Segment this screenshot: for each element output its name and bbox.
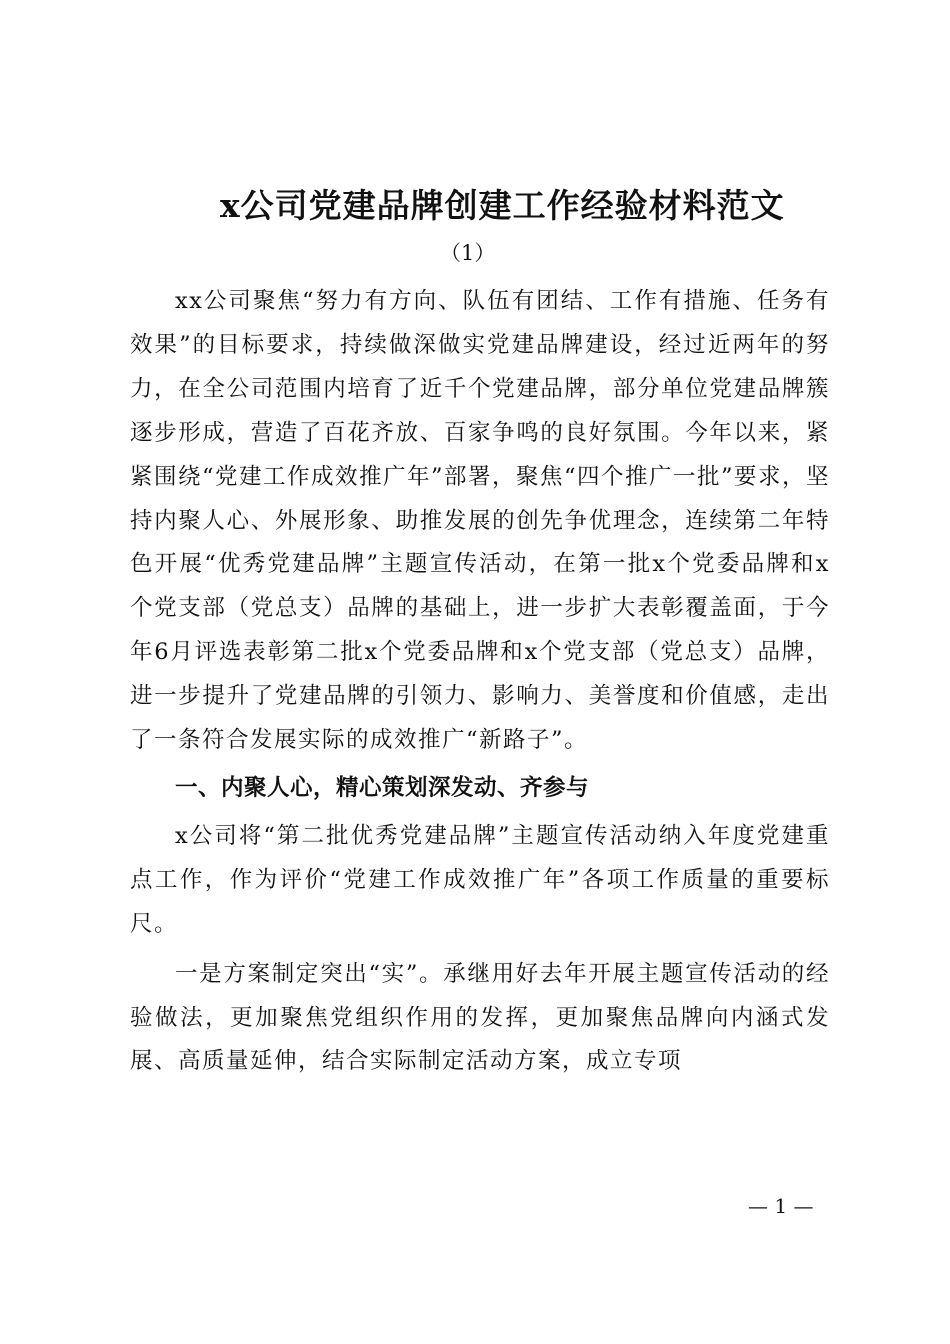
paragraph-plan: 一是方案制定突出“实”。承继用好去年开展主题宣传活动的经验做法，更加聚焦党组织作用的发挥，更加聚焦品牌向内涵式发展、高质量延伸，结合实际制定活动方案，成立专项: [130, 960, 830, 1075]
paragraph-section-1: x公司将“第二批优秀党建品牌”主题宣传活动纳入年度党建重点工作，作为评价“党建工作成效推广年”各项工作质量的重要标尺。: [130, 822, 830, 937]
document-subtitle: （1）: [440, 241, 496, 265]
page-number: — 1 —: [748, 1194, 814, 1218]
section-heading-1: 一、内聚人心，精心策划深发动、齐参与: [175, 774, 590, 801]
document-body: [130, 280, 830, 1084]
paragraph-intro: xx公司聚焦“努力有方向、队伍有团结、工作有措施、任务有效果”的目标要求，持续做深做实党建品牌建设，经过近两年的努力，在全公司范围内培育了近千个党建品牌，部分单位党建品牌簇逐步形成，营造了百花齐放、百家争鸣的良好氛围。今年以来，紧紧围绕“党建工作成效推广年”部署，聚焦“四个推广一批”要求，坚持内聚人心、外展形象、助推发展的创先争优理念，连续第二年特色开展“优秀党建品牌”主题宣传活动，在第一批x个党委品牌和x个党支部（党总支）品牌的基础上，进一步扩大表彰覆盖面，于今年6月评选表彰第二批x个党委品牌和x个党支部（党总支）品牌，进一步提升了党建品牌的引领力、影响力、美誉度和价值感，走出了一条符合发展实际的成效推广“新路子”。: [130, 288, 831, 754]
document-title: x公司党建品牌创建工作经验材料范文: [220, 186, 785, 225]
